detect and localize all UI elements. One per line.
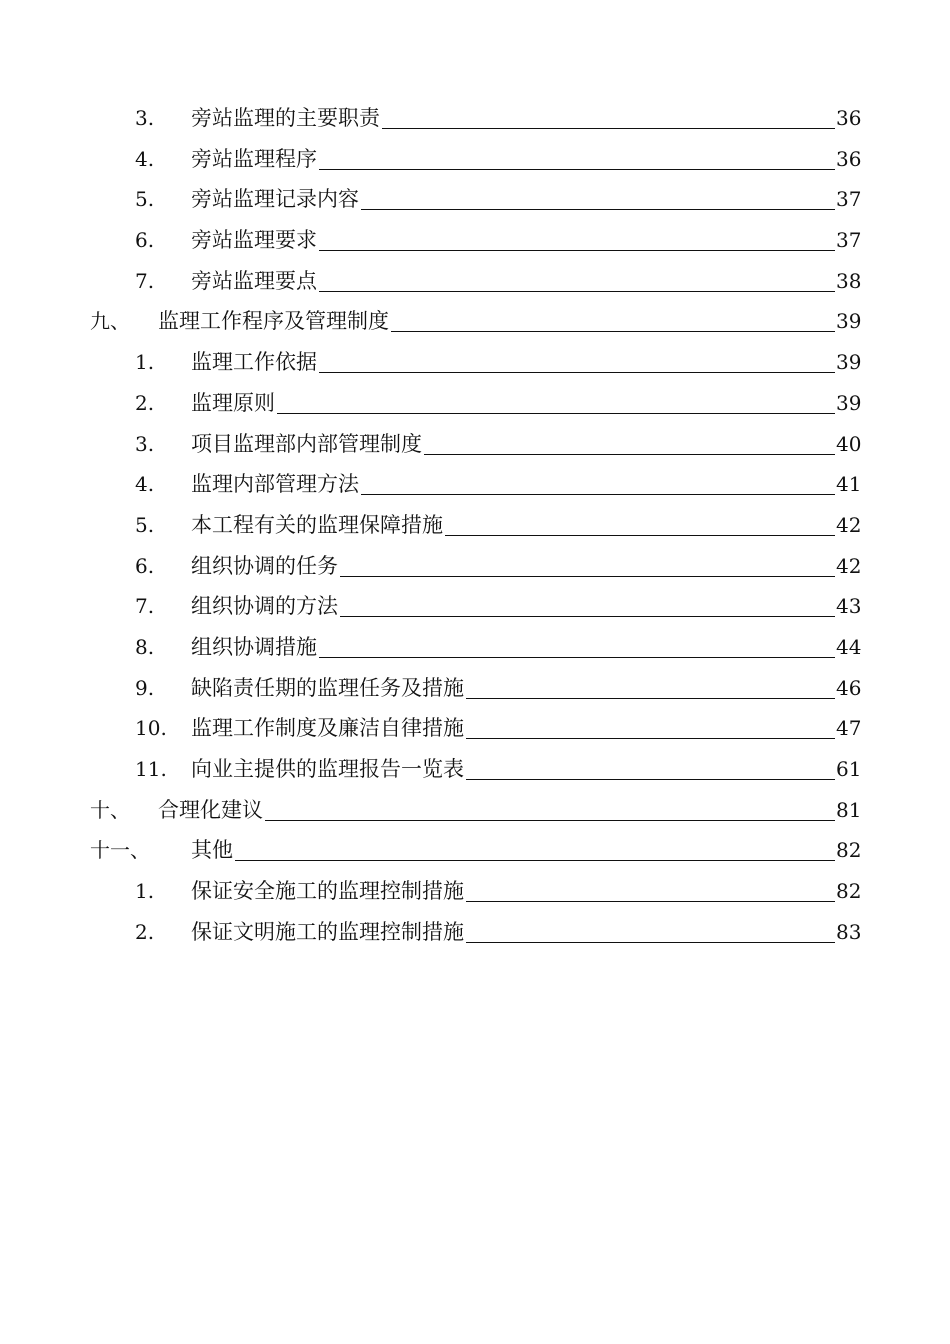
toc-entry[interactable] <box>0 342 950 383</box>
toc-leader-line <box>319 372 835 373</box>
toc-entry-page-number: 83 <box>836 919 862 944</box>
toc-entry[interactable] <box>0 179 950 220</box>
toc-leader-line <box>340 616 835 617</box>
toc-leader-line <box>319 657 835 658</box>
toc-entry-page-number: 36 <box>836 146 862 171</box>
toc-entry[interactable] <box>0 546 950 587</box>
toc-entry-page-number: 36 <box>836 106 862 130</box>
toc-entry-page-number: 38 <box>836 268 862 293</box>
toc-entry-title: 组织协调措施 <box>191 634 317 659</box>
toc-entry[interactable] <box>0 139 950 180</box>
toc-entry-title: 监理工作制度及廉洁自律措施 <box>191 716 464 741</box>
toc-entry-title: 本工程有关的监理保障措施 <box>191 512 443 537</box>
toc-entry-number: 4. <box>135 472 155 497</box>
toc-entry[interactable] <box>0 871 950 912</box>
toc-entry-page-number: 37 <box>836 187 862 212</box>
toc-entry[interactable] <box>0 912 950 953</box>
toc-entry-number: 2. <box>135 919 155 944</box>
toc-entry-page-number: 42 <box>836 553 862 578</box>
toc-leader-line <box>382 128 835 129</box>
toc-entry[interactable] <box>0 790 950 831</box>
toc-leader-line <box>466 901 835 902</box>
toc-entry-title: 保证安全施工的监理控制措施 <box>191 879 464 904</box>
table-of-contents <box>0 98 950 952</box>
toc-entry-page-number: 39 <box>836 390 862 415</box>
toc-leader-line <box>361 494 835 495</box>
toc-entry-title: 旁站监理要点 <box>191 268 317 293</box>
toc-entry-number: 4. <box>135 146 155 171</box>
toc-entry[interactable] <box>0 668 950 709</box>
toc-entry-title: 项目监理部内部管理制度 <box>191 431 422 456</box>
toc-entry-title: 合理化建议 <box>158 797 263 822</box>
toc-entry-title: 向业主提供的监理报告一览表 <box>191 757 464 781</box>
toc-entry[interactable] <box>0 627 950 668</box>
toc-leader-line <box>319 169 835 170</box>
toc-entry-title: 其他 <box>191 838 233 863</box>
toc-leader-line <box>466 698 835 699</box>
toc-entry-page-number: 44 <box>836 634 862 659</box>
toc-entry-title: 监理原则 <box>191 390 275 415</box>
toc-entry-number: 6. <box>135 228 155 253</box>
toc-entry-number: 九、 <box>90 309 130 334</box>
toc-entry[interactable] <box>0 505 950 546</box>
toc-entry-page-number: 37 <box>836 228 862 253</box>
toc-entry[interactable] <box>0 464 950 505</box>
toc-entry-number: 2. <box>135 390 155 415</box>
toc-leader-line <box>277 413 835 414</box>
toc-entry-page-number: 41 <box>836 472 862 497</box>
toc-entry-page-number: 43 <box>836 594 862 619</box>
toc-entry-number: 9. <box>135 675 155 700</box>
toc-entry-title: 旁站监理要求 <box>191 228 317 253</box>
toc-entry-number: 十、 <box>90 797 130 822</box>
toc-entry[interactable] <box>0 261 950 302</box>
toc-entry[interactable] <box>0 424 950 465</box>
toc-entry-page-number: 82 <box>836 879 862 904</box>
toc-entry-page-number: 82 <box>836 838 862 863</box>
toc-entry-number: 十一、 <box>90 838 150 863</box>
toc-entry-title: 旁站监理程序 <box>191 146 317 171</box>
toc-entry-page-number: 46 <box>836 675 862 700</box>
toc-leader-line <box>466 942 835 943</box>
toc-entry[interactable] <box>0 301 950 342</box>
toc-leader-line <box>361 209 835 210</box>
toc-entry-title: 组织协调的方法 <box>191 594 338 619</box>
toc-leader-line <box>319 291 835 292</box>
toc-entry[interactable] <box>0 830 950 871</box>
toc-entry-number: 7. <box>135 594 155 619</box>
toc-entry-number: 5. <box>135 512 155 537</box>
toc-entry[interactable] <box>0 383 950 424</box>
toc-leader-line <box>445 535 835 536</box>
toc-leader-line <box>391 331 835 332</box>
toc-entry-number: 3. <box>135 431 155 456</box>
toc-entry-page-number: 61 <box>836 757 862 781</box>
toc-entry-title: 监理工作依据 <box>191 350 317 375</box>
toc-leader-line <box>319 250 835 251</box>
toc-entry-title: 组织协调的任务 <box>191 553 338 578</box>
toc-entry[interactable] <box>0 708 950 749</box>
toc-entry-number: 1. <box>135 879 155 904</box>
toc-entry[interactable] <box>0 220 950 261</box>
toc-entry-number: 7. <box>135 268 155 293</box>
toc-leader-line <box>466 738 835 739</box>
toc-entry-title: 保证文明施工的监理控制措施 <box>191 919 464 944</box>
toc-entry-number: 1. <box>135 350 155 375</box>
toc-entry-number: 6. <box>135 553 155 578</box>
toc-entry[interactable] <box>0 586 950 627</box>
toc-entry[interactable] <box>0 749 950 790</box>
toc-entry-page-number: 42 <box>836 512 862 537</box>
toc-entry-title: 监理工作程序及管理制度 <box>158 309 389 334</box>
toc-entry[interactable] <box>0 98 950 139</box>
toc-entry-page-number: 81 <box>836 797 862 822</box>
toc-entry-title: 旁站监理的主要职责 <box>191 106 380 130</box>
toc-entry-title: 缺陷责任期的监理任务及措施 <box>191 675 464 700</box>
toc-entry-title: 旁站监理记录内容 <box>191 187 359 212</box>
toc-leader-line <box>466 779 835 780</box>
toc-entry-number: 11. <box>135 757 167 781</box>
toc-leader-line <box>235 860 835 861</box>
toc-leader-line <box>265 820 835 821</box>
toc-entry-page-number: 39 <box>836 350 862 375</box>
toc-entry-number: 5. <box>135 187 155 212</box>
toc-entry-title: 监理内部管理方法 <box>191 472 359 497</box>
toc-entry-page-number: 40 <box>836 431 862 456</box>
toc-entry-number: 3. <box>135 106 155 130</box>
toc-entry-number: 8. <box>135 634 155 659</box>
toc-leader-line <box>424 454 835 455</box>
toc-entry-page-number: 39 <box>836 309 862 334</box>
toc-leader-line <box>340 576 835 577</box>
toc-entry-page-number: 47 <box>836 716 862 741</box>
toc-entry-number: 10. <box>135 716 167 741</box>
